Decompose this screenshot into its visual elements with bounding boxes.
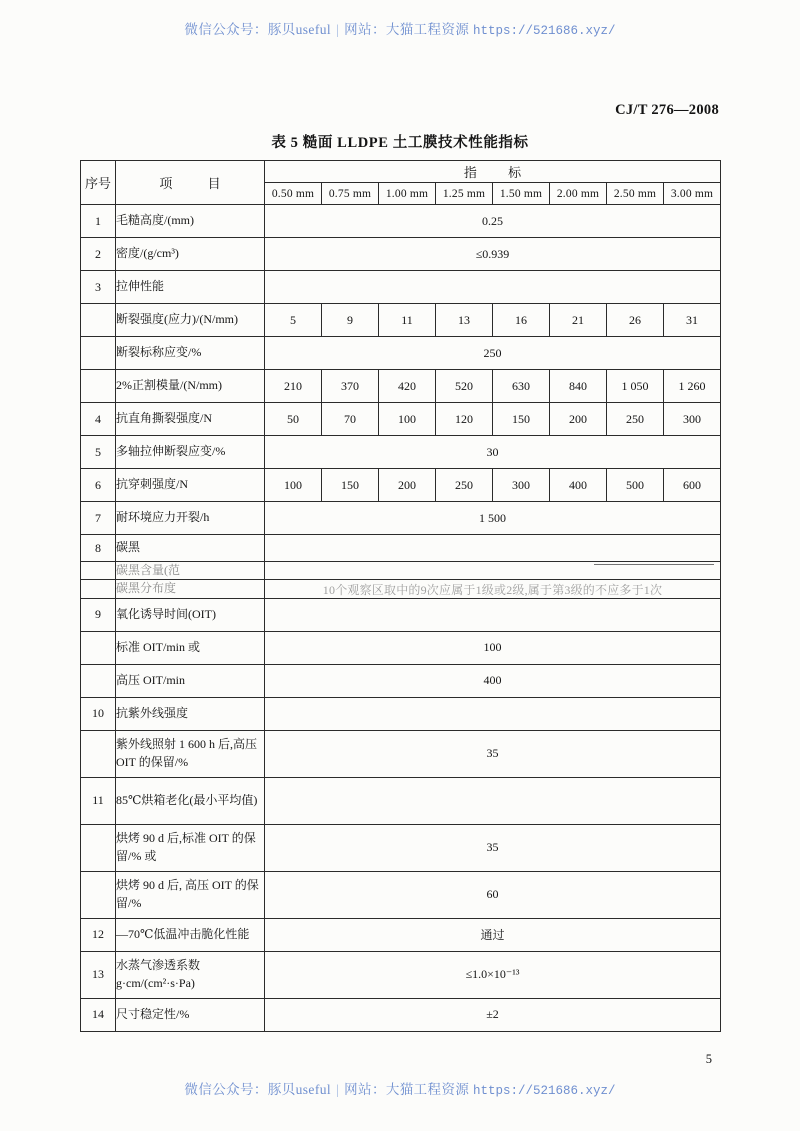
table-row	[81, 337, 721, 370]
cell-item-name: 氧化诱导时间(OIT)	[116, 598, 265, 631]
cell-value-merged: 30	[265, 436, 721, 469]
watermark-separator: |	[336, 1082, 340, 1097]
cell-item-name: 烘烤 90 d 后,标准 OIT 的保留/% 或	[116, 824, 265, 871]
cell-value-3: 13	[436, 304, 493, 337]
cell-item-name: 高压 OIT/min	[116, 664, 265, 697]
cell-row-number: 6	[81, 469, 116, 502]
header-thickness-1: 0.75 mm	[322, 183, 379, 205]
table-row	[81, 777, 721, 824]
cell-value-2: 200	[379, 469, 436, 502]
cell-value-3: 520	[436, 370, 493, 403]
table-row	[81, 205, 721, 238]
cell-value-merged: 250	[265, 337, 721, 370]
page-number: 5	[705, 1052, 712, 1066]
table-row	[81, 436, 721, 469]
table-row	[81, 535, 721, 562]
header-thickness-5: 2.00 mm	[550, 183, 607, 205]
header-thickness-0: 0.50 mm	[265, 183, 322, 205]
table-row	[81, 469, 721, 502]
cell-value-0: 210	[265, 370, 322, 403]
header-thickness-6: 2.50 mm	[607, 183, 664, 205]
table-row	[81, 730, 721, 777]
table-row	[81, 271, 721, 304]
cell-value-2: 11	[379, 304, 436, 337]
cell-value-2: 100	[379, 403, 436, 436]
cell-item-name: 耐环境应力开裂/h	[116, 502, 265, 535]
cell-row-number: 9	[81, 598, 116, 631]
cell-item-name: 抗直角撕裂强度/N	[116, 403, 265, 436]
cell-value-3: 250	[436, 469, 493, 502]
cell-row-number: 3	[81, 271, 116, 304]
watermark-account: 豚贝useful	[267, 22, 332, 37]
cell-row-number: 4	[81, 403, 116, 436]
spec-table-wrapper	[80, 160, 720, 1032]
table-row	[81, 918, 721, 951]
cell-value-7: 300	[664, 403, 721, 436]
header-item: 项 目	[116, 161, 265, 205]
cell-value-merged	[265, 271, 721, 304]
cell-value-merged: ≤1.0×10⁻¹³	[265, 951, 721, 998]
cell-value-0: 5	[265, 304, 322, 337]
table-row	[81, 580, 721, 598]
cell-row-number: 11	[81, 777, 116, 824]
cell-value-2: 420	[379, 370, 436, 403]
cell-value-merged: 100	[265, 631, 721, 664]
cell-row-number	[81, 730, 116, 777]
table-row	[81, 403, 721, 436]
cell-value-5: 21	[550, 304, 607, 337]
table-header-row-1	[81, 161, 721, 183]
cell-row-number	[81, 304, 116, 337]
cell-row-number	[81, 664, 116, 697]
cell-value-merged: ±2	[265, 998, 721, 1031]
table-row	[81, 562, 721, 580]
table-row	[81, 998, 721, 1031]
watermark-prefix: 微信公众号：	[184, 1082, 268, 1097]
cell-item-name: 水蒸气渗透系数 g·cm/(cm²·s·Pa)	[116, 951, 265, 998]
cell-row-number: 5	[81, 436, 116, 469]
cell-value-merged: 35	[265, 730, 721, 777]
cell-value-merged: 0.25	[265, 205, 721, 238]
cell-item-name: 毛糙高度/(mm)	[116, 205, 265, 238]
header-no: 序号	[81, 161, 116, 205]
cell-value-merged	[265, 562, 721, 580]
cell-value-5: 200	[550, 403, 607, 436]
table-row	[81, 951, 721, 998]
cell-item-name: 断裂强度(应力)/(N/mm)	[116, 304, 265, 337]
watermark-top	[0, 18, 800, 38]
cell-value-7: 31	[664, 304, 721, 337]
table-caption: 表 5 糙面 LLDPE 土工膜技术性能指标	[271, 135, 529, 151]
header-thickness-4: 1.50 mm	[493, 183, 550, 205]
watermark-url: https://521686.xyz/	[473, 24, 616, 38]
standard-number: CJ/T 276—2008	[615, 102, 719, 118]
table-row	[81, 598, 721, 631]
spec-table-body	[81, 161, 721, 1032]
cell-item-name: 标准 OIT/min 或	[116, 631, 265, 664]
cell-item-name: 紫外线照射 1 600 h 后,高压 OIT 的保留/%	[116, 730, 265, 777]
cell-item-name: 尺寸稳定性/%	[116, 998, 265, 1031]
cell-row-number: 2	[81, 238, 116, 271]
cell-item-name: 碳黑分布度	[116, 580, 265, 598]
header-thickness-2: 1.00 mm	[379, 183, 436, 205]
cell-value-5: 400	[550, 469, 607, 502]
cell-item-name: 断裂标称应变/%	[116, 337, 265, 370]
table-row	[81, 697, 721, 730]
watermark-site: 大猫工程资源	[385, 1082, 470, 1097]
cell-value-1: 9	[322, 304, 379, 337]
cell-row-number: 1	[81, 205, 116, 238]
table-row	[81, 238, 721, 271]
cell-value-4: 16	[493, 304, 550, 337]
header-thickness-7: 3.00 mm	[664, 183, 721, 205]
cell-value-6: 1 050	[607, 370, 664, 403]
cell-row-number	[81, 337, 116, 370]
table-row	[81, 304, 721, 337]
cell-value-merged	[265, 777, 721, 824]
cell-item-name: 烘烤 90 d 后, 高压 OIT 的保留/%	[116, 871, 265, 918]
cell-row-number: 14	[81, 998, 116, 1031]
cell-value-3: 120	[436, 403, 493, 436]
cell-item-name: 碳黑	[116, 535, 265, 562]
cell-item-name: 多轴拉伸断裂应变/%	[116, 436, 265, 469]
cell-value-merged	[265, 598, 721, 631]
watermark-prefix: 微信公众号：	[184, 22, 268, 37]
cell-item-name: —70℃低温冲击脆化性能	[116, 918, 265, 951]
cell-value-0: 100	[265, 469, 322, 502]
watermark-site-label: 网站：	[344, 1082, 386, 1097]
cell-value-merged	[265, 535, 721, 562]
cell-value-6: 500	[607, 469, 664, 502]
watermark-bottom	[0, 1078, 800, 1098]
cell-row-number	[81, 562, 116, 580]
cell-value-merged: 1 500	[265, 502, 721, 535]
cell-value-7: 600	[664, 469, 721, 502]
cell-row-number: 12	[81, 918, 116, 951]
cell-row-number: 7	[81, 502, 116, 535]
cell-row-number: 10	[81, 697, 116, 730]
table-row	[81, 871, 721, 918]
cell-value-4: 150	[493, 403, 550, 436]
cell-row-number	[81, 370, 116, 403]
cell-row-number	[81, 824, 116, 871]
cell-row-number: 8	[81, 535, 116, 562]
cell-value-7: 1 260	[664, 370, 721, 403]
cell-value-merged: 通过	[265, 918, 721, 951]
cell-item-name: 碳黑含量(范	[116, 562, 265, 580]
cell-value-merged: 10个观察区取中的9次应属于1级或2级,属于第3级的不应多于1次	[265, 580, 721, 598]
watermark-account: 豚贝useful	[267, 1082, 332, 1097]
cell-item-name: 85℃烘箱老化(最小平均值)	[116, 777, 265, 824]
spec-table	[80, 160, 721, 1032]
cell-value-merged: 400	[265, 664, 721, 697]
cell-value-merged: ≤0.939	[265, 238, 721, 271]
cell-value-1: 370	[322, 370, 379, 403]
cell-row-number	[81, 631, 116, 664]
header-thickness-3: 1.25 mm	[436, 183, 493, 205]
cell-value-1: 70	[322, 403, 379, 436]
table-row	[81, 502, 721, 535]
watermark-url: https://521686.xyz/	[473, 1084, 616, 1098]
cell-value-1: 150	[322, 469, 379, 502]
cell-value-4: 630	[493, 370, 550, 403]
cell-value-merged: 60	[265, 871, 721, 918]
cell-value-6: 250	[607, 403, 664, 436]
cell-item-name: 密度/(g/cm³)	[116, 238, 265, 271]
table-row	[81, 631, 721, 664]
cell-item-name: 2%正割模量/(N/mm)	[116, 370, 265, 403]
cell-value-0: 50	[265, 403, 322, 436]
watermark-site-label: 网站：	[344, 22, 386, 37]
table-row	[81, 370, 721, 403]
cell-row-number	[81, 580, 116, 598]
cell-item-name: 抗穿刺强度/N	[116, 469, 265, 502]
cell-item-name: 拉伸性能	[116, 271, 265, 304]
cell-value-6: 26	[607, 304, 664, 337]
cell-value-5: 840	[550, 370, 607, 403]
table-row	[81, 824, 721, 871]
table-row	[81, 664, 721, 697]
cell-value-merged: 35	[265, 824, 721, 871]
cell-row-number: 13	[81, 951, 116, 998]
cell-value-merged	[265, 697, 721, 730]
watermark-separator: |	[336, 22, 340, 37]
cell-item-name: 抗紫外线强度	[116, 697, 265, 730]
watermark-site: 大猫工程资源	[385, 22, 470, 37]
header-indicator: 指 标	[265, 161, 721, 183]
cell-value-4: 300	[493, 469, 550, 502]
cell-row-number	[81, 871, 116, 918]
